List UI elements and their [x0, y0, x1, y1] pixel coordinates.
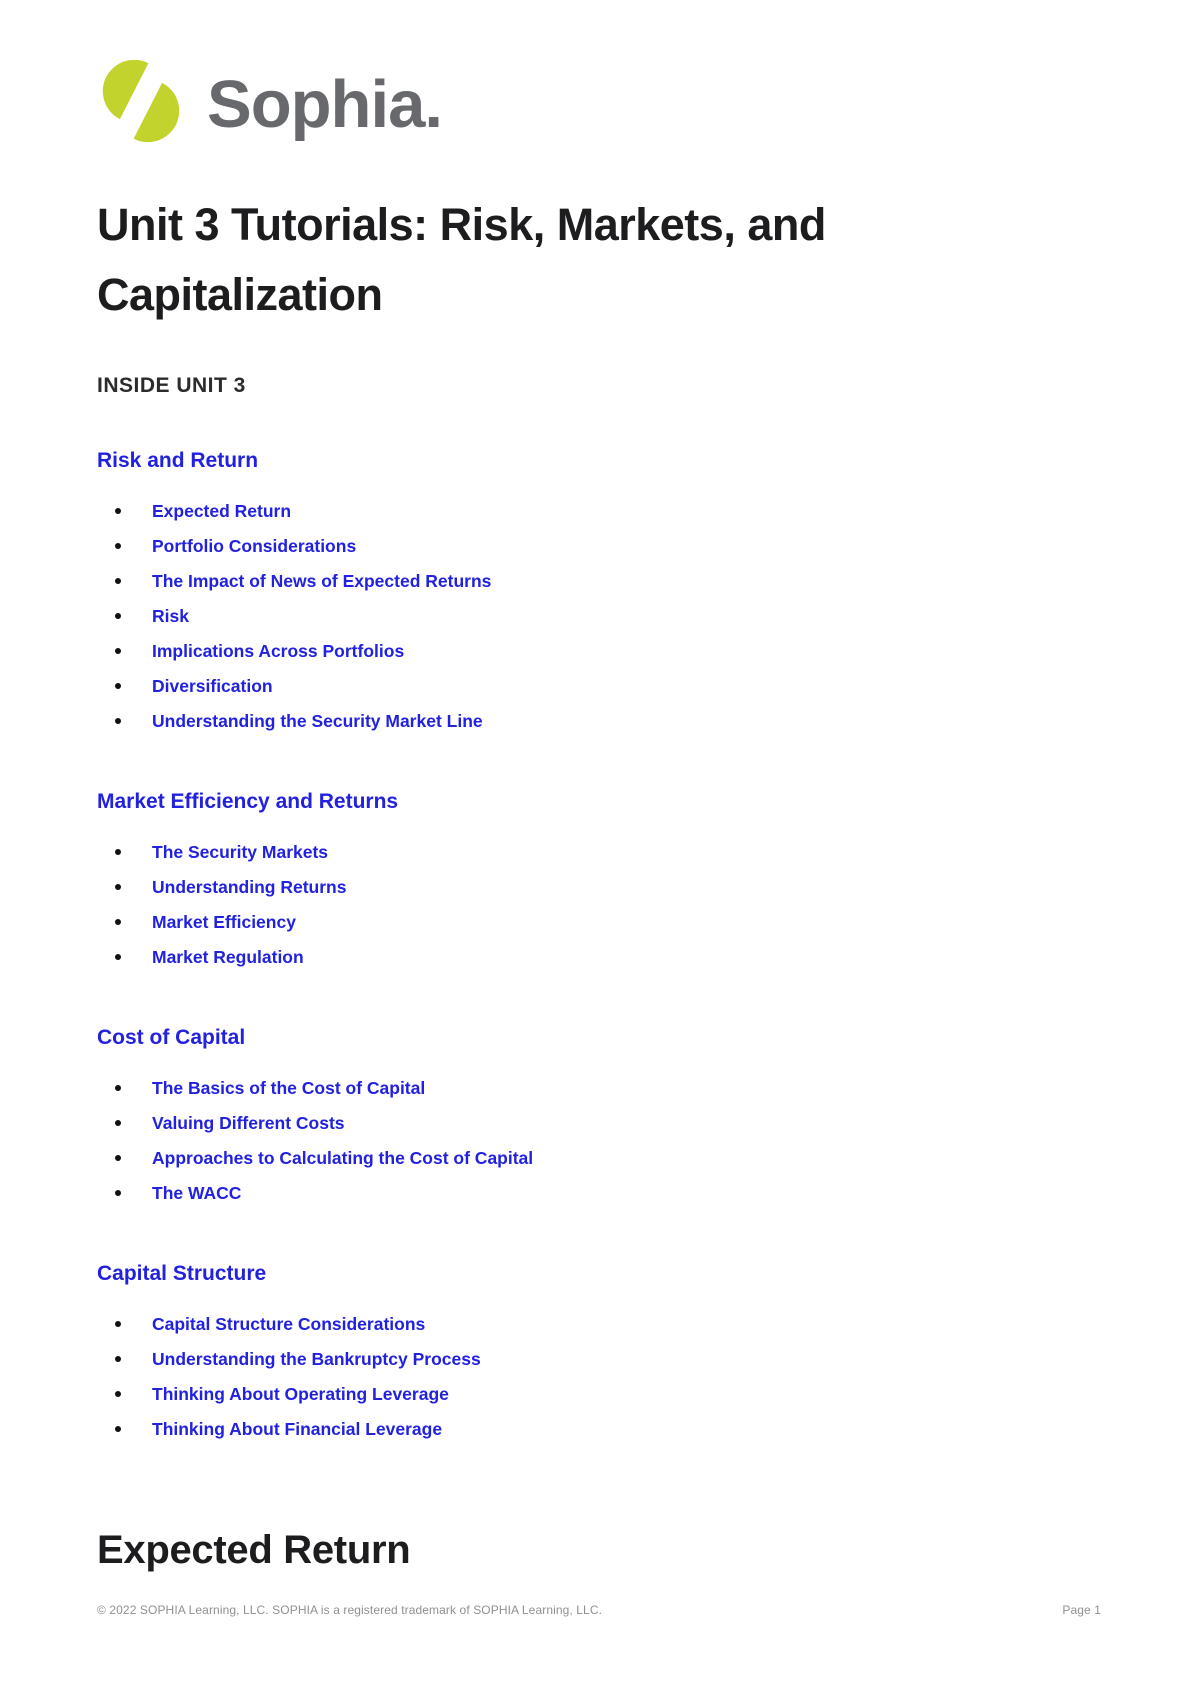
toc-item	[115, 640, 1103, 662]
toc-link[interactable]: Approaches to Calculating the Cost of Capital	[152, 1148, 534, 1168]
toc-item	[115, 570, 1103, 592]
footer-page-number: Page 1	[1062, 1603, 1101, 1617]
toc-list	[97, 1313, 1103, 1440]
toc-link[interactable]: Market Regulation	[152, 947, 304, 967]
toc-list	[97, 841, 1103, 968]
toc-link[interactable]: Valuing Different Costs	[152, 1113, 345, 1133]
toc-item	[115, 675, 1103, 697]
toc-group-title-link[interactable]: Risk and Return	[97, 449, 259, 472]
toc-item	[115, 1077, 1103, 1099]
toc-link[interactable]: Diversification	[152, 676, 273, 696]
toc-link[interactable]: The Security Markets	[152, 842, 329, 862]
toc-link[interactable]: Portfolio Considerations	[152, 536, 357, 556]
toc-item	[115, 710, 1103, 732]
page-title-line2: Capitalization	[97, 269, 383, 320]
toc-link[interactable]: Expected Return	[152, 501, 292, 521]
toc-item	[115, 876, 1103, 898]
toc-link[interactable]: Thinking About Operating Leverage	[152, 1384, 449, 1404]
sophia-logo	[101, 52, 1103, 150]
toc-link[interactable]: Market Efficiency	[152, 912, 296, 932]
page-title-line1: Unit 3 Tutorials: Risk, Markets, and	[97, 199, 826, 250]
footer-copyright: © 2022 SOPHIA Learning, LLC. SOPHIA is a registered trademark of SOPHIA Learning, LLC.	[97, 1603, 603, 1617]
toc-link[interactable]: Thinking About Financial Leverage	[152, 1419, 443, 1439]
sophia-logo-mark-icon	[101, 52, 181, 150]
toc-link[interactable]: Understanding Returns	[152, 877, 347, 897]
page-title	[97, 190, 1103, 330]
toc-item	[115, 500, 1103, 522]
toc-link[interactable]: Capital Structure Considerations	[152, 1314, 426, 1334]
toc-item	[115, 1182, 1103, 1204]
toc-link[interactable]: Understanding the Security Market Line	[152, 711, 483, 731]
toc-link[interactable]: Understanding the Bankruptcy Process	[152, 1349, 481, 1369]
unit-toc	[97, 404, 1103, 1440]
sophia-wordmark: Sophia.	[207, 66, 442, 142]
toc-link[interactable]: The Basics of the Cost of Capital	[152, 1078, 426, 1098]
toc-list	[97, 1077, 1103, 1204]
toc-group-cost-of-capital	[97, 981, 1103, 1204]
toc-item	[115, 605, 1103, 627]
toc-item	[115, 946, 1103, 968]
toc-link[interactable]: The Impact of News of Expected Returns	[152, 571, 492, 591]
toc-item	[115, 1348, 1103, 1370]
toc-group-title-link[interactable]: Market Efficiency and Returns	[97, 790, 399, 813]
toc-group-capital-structure	[97, 1217, 1103, 1440]
toc-item	[115, 1112, 1103, 1134]
toc-item	[115, 911, 1103, 933]
toc-item	[115, 1313, 1103, 1335]
toc-link[interactable]: Risk	[152, 606, 189, 626]
toc-group-market-efficiency	[97, 745, 1103, 968]
toc-item	[115, 1383, 1103, 1405]
toc-group-title-link[interactable]: Cost of Capital	[97, 1026, 246, 1049]
tutorial-section-heading: Expected Return	[97, 1528, 411, 1572]
page-footer	[97, 1603, 1101, 1617]
inside-unit-label: INSIDE UNIT 3	[97, 374, 246, 397]
toc-group-risk-and-return	[97, 404, 1103, 732]
toc-link[interactable]: Implications Across Portfolios	[152, 641, 405, 661]
toc-group-title-link[interactable]: Capital Structure	[97, 1262, 267, 1285]
toc-item	[115, 1147, 1103, 1169]
toc-link[interactable]: The WACC	[152, 1183, 242, 1203]
toc-item	[115, 1418, 1103, 1440]
toc-item	[115, 535, 1103, 557]
toc-list	[97, 500, 1103, 732]
toc-item	[115, 841, 1103, 863]
